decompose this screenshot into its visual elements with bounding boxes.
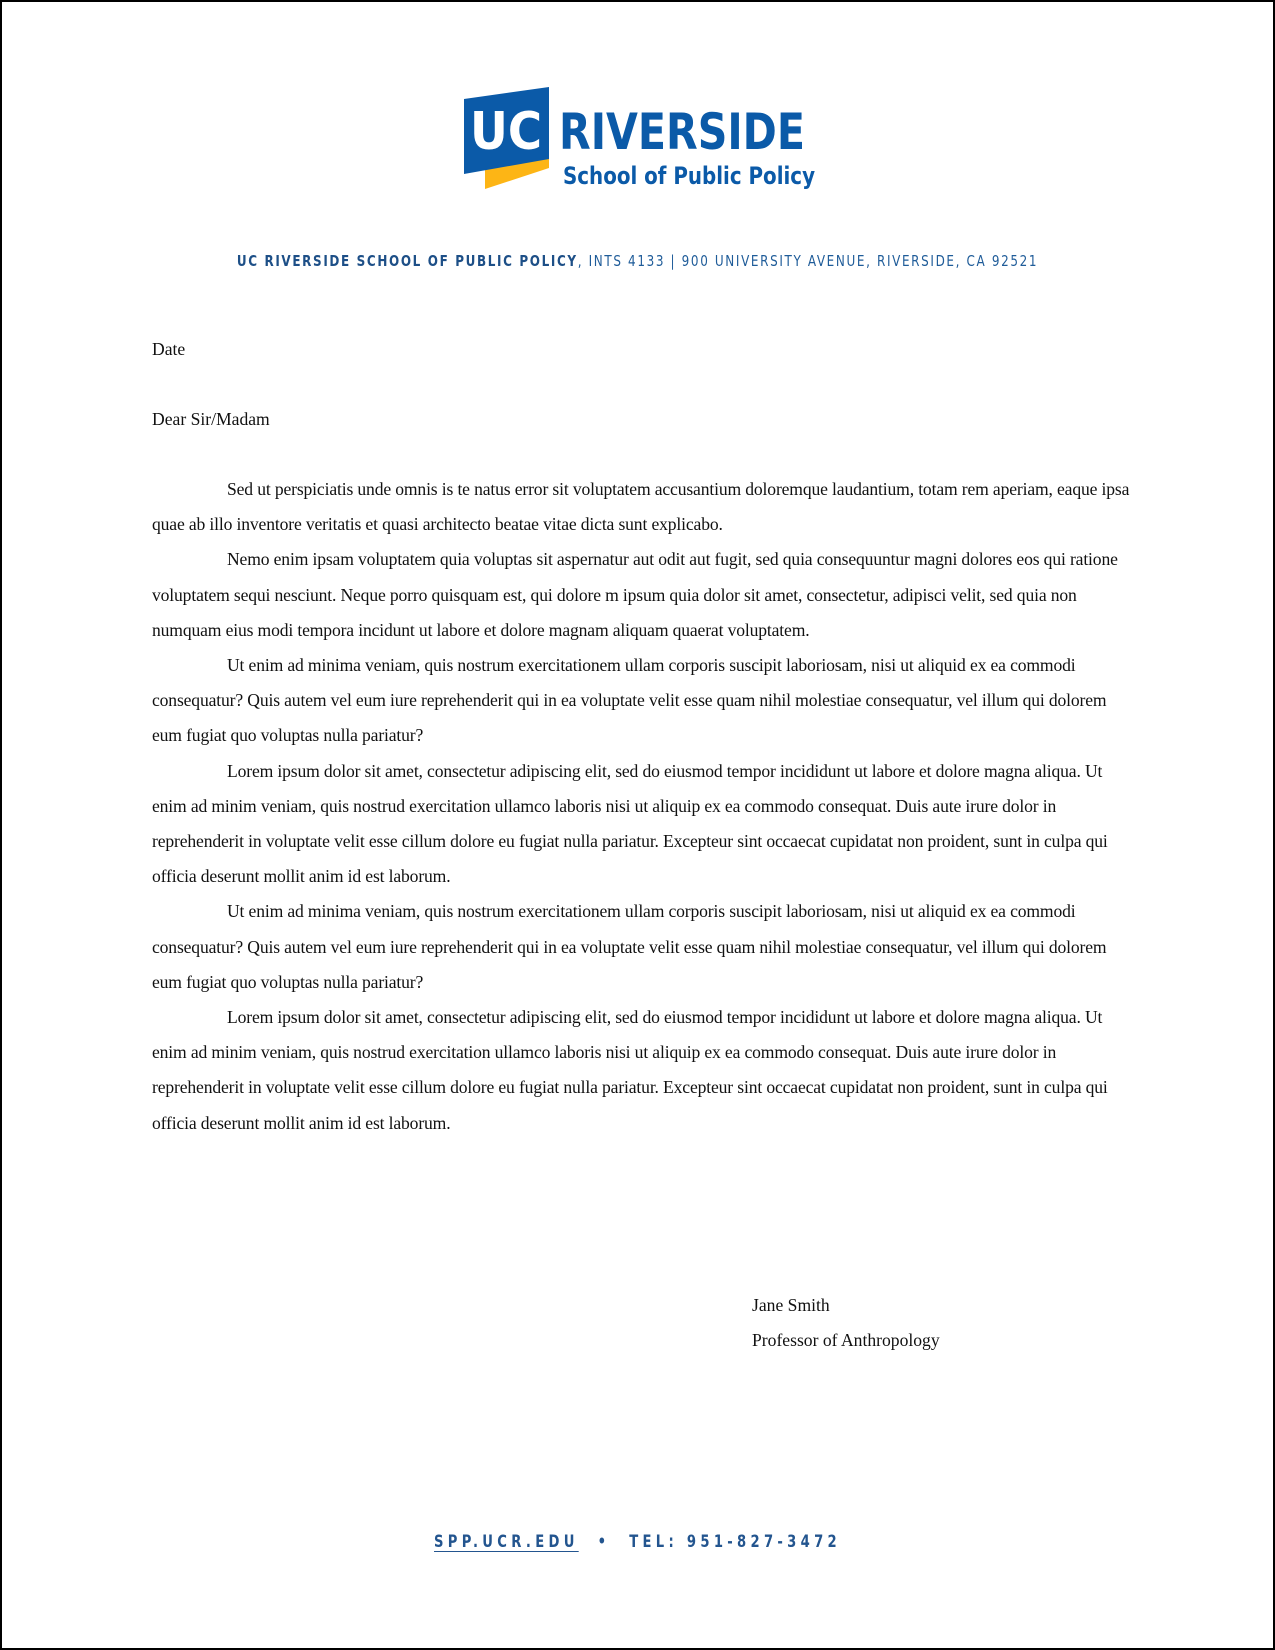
- body-paragraph: Lorem ipsum dolor sit amet, consectetur adipiscing elit, sed do eiusmod tempor incididunt ut labore et dolore magna aliqua. Ut enim ad minim veniam, quis nostrud exercitation ullamco laboris nisi ut aliquip ex ea commodo consequat. Duis aute irure dolor in reprehenderit in voluptate velit esse cillum dolore eu fugiat nulla pariatur. Excepteur sint occaecat cupidatat non proident, sunt in culpa qui officia deserunt mollit anim id est laborum.: [152, 1007, 1108, 1133]
- logo-wordmark-text: RIVERSIDE: [559, 103, 805, 161]
- logo-mark-text: UC: [470, 102, 542, 162]
- logo-subtitle-text: School of Public Policy: [563, 162, 816, 190]
- letter-salutation: Dear Sir/Madam: [152, 409, 270, 429]
- body-paragraph: Ut enim ad minima veniam, quis nostrum exercitationem ullam corporis suscipit laboriosam, nisi ut aliquid ex ea commodi consequatur? Quis autem vel eum iure reprehenderit qui in ea voluptate velit esse quam nihil molestiae consequatur, vel illum qui dolorem eum fugiat quo voluptas nulla pariatur?: [152, 901, 1107, 992]
- letter-footer: [91, 1532, 1184, 1552]
- website-link[interactable]: SPP.UCR.EDU: [434, 1532, 579, 1552]
- ucr-spp-logo: [462, 84, 822, 194]
- letterhead-address: [91, 252, 1184, 270]
- letter-body: [152, 472, 1130, 1141]
- body-paragraph: Lorem ipsum dolor sit amet, consectetur adipiscing elit, sed do eiusmod tempor incididunt ut labore et dolore magna aliqua. Ut enim ad minim veniam, quis nostrud exercitation ullamco laboris nisi ut aliquip ex ea commodo consequat. Duis aute irure dolor in reprehenderit in voluptate velit esse cillum dolore eu fugiat nulla pariatur. Excepteur sint occaecat cupidatat non proident, sunt in culpa qui officia deserunt mollit anim id est laborum.: [152, 760, 1108, 887]
- body-paragraph: Sed ut perspiciatis unde omnis is te natus error sit voluptatem accusantium doloremque laudantium, totam rem aperiam, eaque ipsa quae ab illo inventore veritatis et quasi architecto beatae vitae dicta sunt explicabo.: [152, 479, 1130, 535]
- body-paragraph: Ut enim ad minima veniam, quis nostrum exercitationem ullam corporis suscipit laboriosam, nisi ut aliquid ex ea commodi consequatur? Quis autem vel eum iure reprehenderit qui in ea voluptate velit esse quam nihil molestiae consequatur, vel illum qui dolorem eum fugiat quo voluptas nulla pariatur?: [152, 655, 1107, 746]
- signature-block: [752, 1288, 940, 1358]
- signature-title: Professor of Anthropology: [752, 1330, 940, 1351]
- footer-phone: TEL: 951-827-3472: [629, 1532, 841, 1552]
- footer-separator: •: [597, 1532, 611, 1552]
- logo-graphic: [462, 84, 822, 194]
- letterhead-org-name: UC RIVERSIDE SCHOOL OF PUBLIC POLICY: [236, 252, 578, 270]
- signature-name: Jane Smith: [752, 1295, 830, 1315]
- letter-date: Date: [152, 339, 186, 359]
- body-paragraph: Nemo enim ipsam voluptatem quia voluptas sit aspernatur aut odit aut fugit, sed quia consequuntur magni dolores eos qui ratione voluptatem sequi nesciunt. Neque porro quisquam est, qui dolore m ipsum quia dolor sit amet, consectetur, adipisci velit, sed quia non numquam eius modi tempora incidunt ut labore et dolore magnam aliquam quaerat voluptatem.: [152, 549, 1118, 640]
- letterhead-address-text: , INTS 4133 | 900 UNIVERSITY AVENUE, RIVERSIDE, CA 92521: [577, 252, 1039, 270]
